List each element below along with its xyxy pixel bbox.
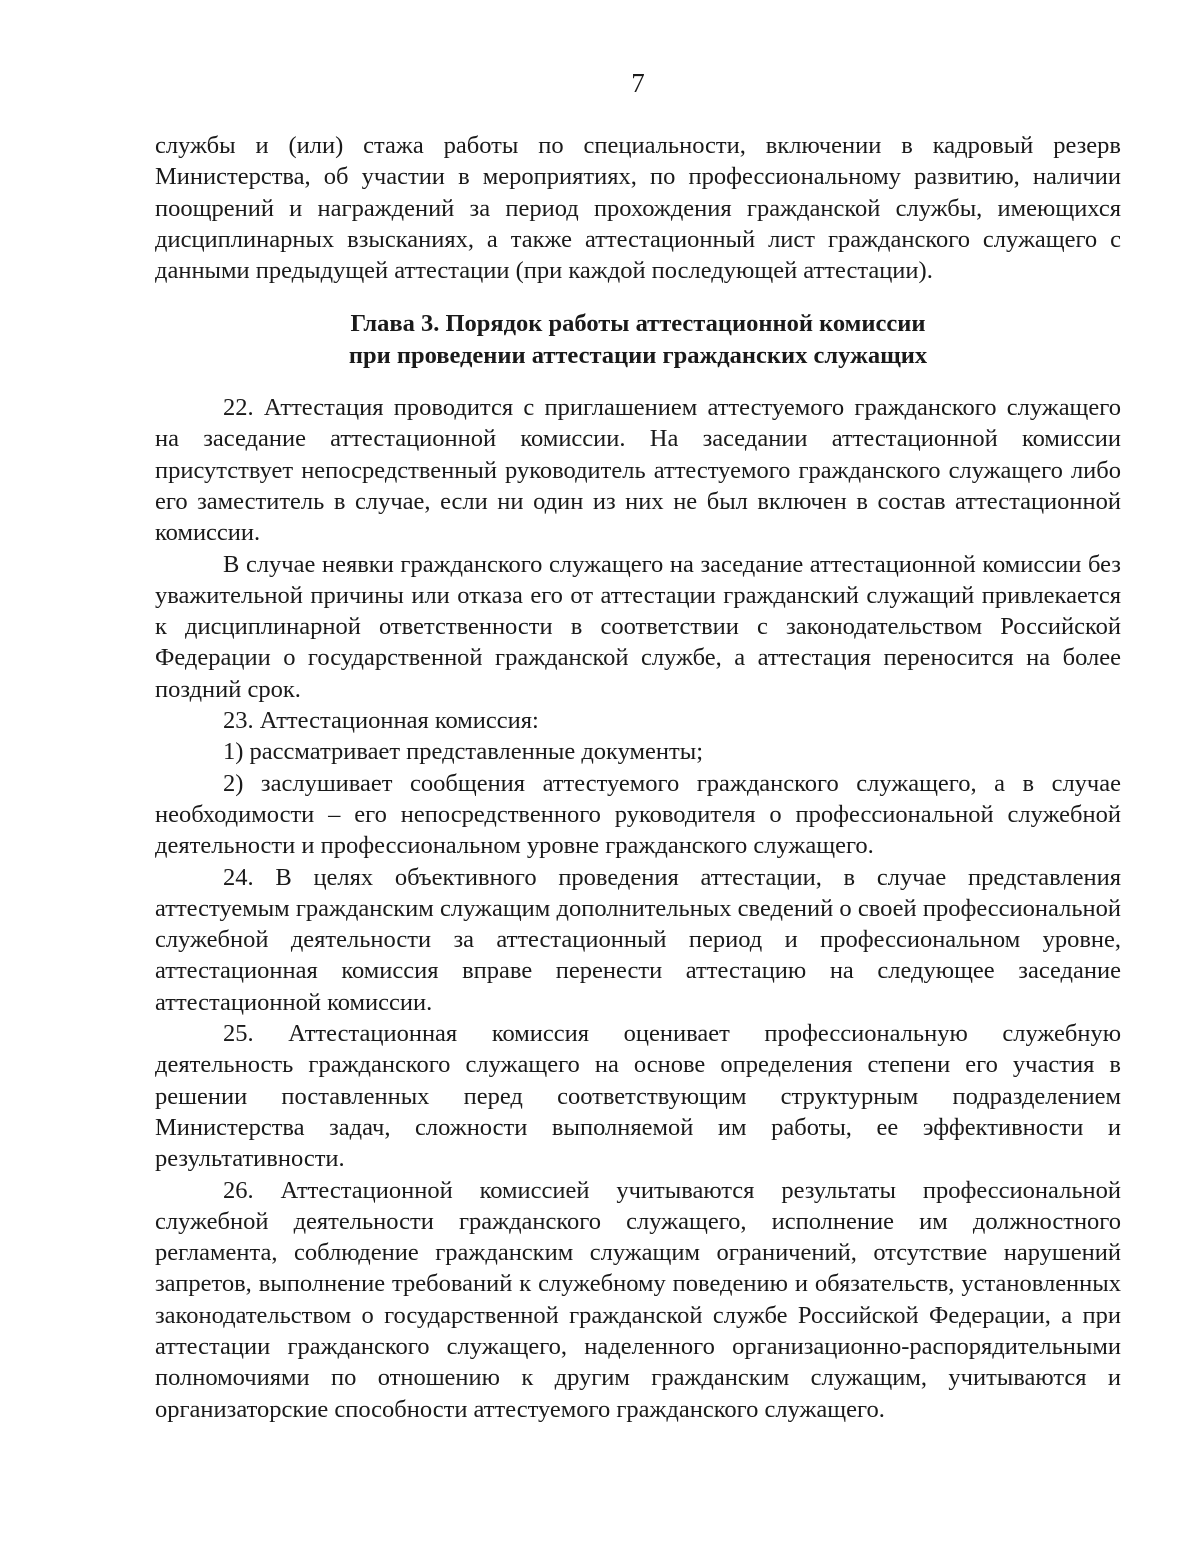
paragraph-23-item-1: 1) рассматривает представленные документы; xyxy=(223,738,703,766)
page-number: 7 xyxy=(631,68,645,98)
intro-paragraph: службы и (или) стажа работы по специальности, включении в кадровый резерв Министерства, об участии в мероприятиях, по профессиональному развитию, наличии поощрений и награждений за период прохождения гражданской службы, имеющихся дисциплинарных взысканиях, а также аттестационный лист гражданского служащего с данными предыдущей аттестации (при каждой последующей аттестации). xyxy=(155,132,1121,285)
paragraph-24: 24. В целях объективного проведения аттестации, в случае представления аттестуемым гражданским служащим дополнительных сведений о своей профессиональной служебной деятельности за аттестационный период и профессиональном уровне, аттестационная комиссия вправе перенести аттестацию на следующее заседание аттестационной комиссии. xyxy=(155,863,1121,1016)
paragraph-23-item-2: 2) заслушивает сообщения аттестуемого гражданского служащего, а в случае необходимости – его непосредственного руководителя о профессиональной служебной деятельности и профессиональном уровне гражданского служащего. xyxy=(155,769,1121,860)
paragraph-22: 22. Аттестация проводится с приглашением аттестуемого гражданского служащего на заседание аттестационной комиссии. На заседании аттестационной комиссии присутствует непосредственный руководитель аттестуемого гражданского служащего либо его заместитель в случае, если ни один из них не был включен в состав аттестационной комиссии. xyxy=(155,394,1121,547)
chapter-heading xyxy=(155,308,1121,371)
paragraph-22-absence: В случае неявки гражданского служащего на заседание аттестационной комиссии без уважительной причины или отказа его от аттестации гражданский служащий привлекается к дисциплинарной ответственности в соответствии с законодательством Российской Федерации о государственной гражданской службе, а аттестация переносится на более поздний срок. xyxy=(155,550,1121,703)
paragraph-23: 23. Аттестационная комиссия: xyxy=(223,707,539,735)
paragraph-25: 25. Аттестационная комиссия оценивает профессиональную служебную деятельность гражданского служащего на основе определения степени его участия в решении поставленных перед соответствующим структурным подразделением Министерства задач, сложности выполняемой им работы, ее эффективности и результативности. xyxy=(155,1020,1121,1173)
paragraph-26: 26. Аттестационной комиссией учитываются результаты профессиональной служебной деятельности гражданского служащего, исполнение им должностного регламента, соблюдение гражданским служащим ограничений, отсутствие нарушений запретов, выполнение требований к служебному поведению и обязательств, установленных законодательством о государственной гражданской службе Российской Федерации, а при аттестации гражданского служащего, наделенного организационно-распорядительными полномочиями по отношению к другим гражданским служащим, учитываются и организаторские способности аттестуемого гражданского служащего. xyxy=(155,1176,1121,1423)
chapter-heading-line-2: при проведении аттестации гражданских служащих xyxy=(348,341,928,369)
document-body xyxy=(155,130,1121,1425)
chapter-heading-line-1: Глава 3. Порядок работы аттестационной комиссии xyxy=(350,310,926,338)
